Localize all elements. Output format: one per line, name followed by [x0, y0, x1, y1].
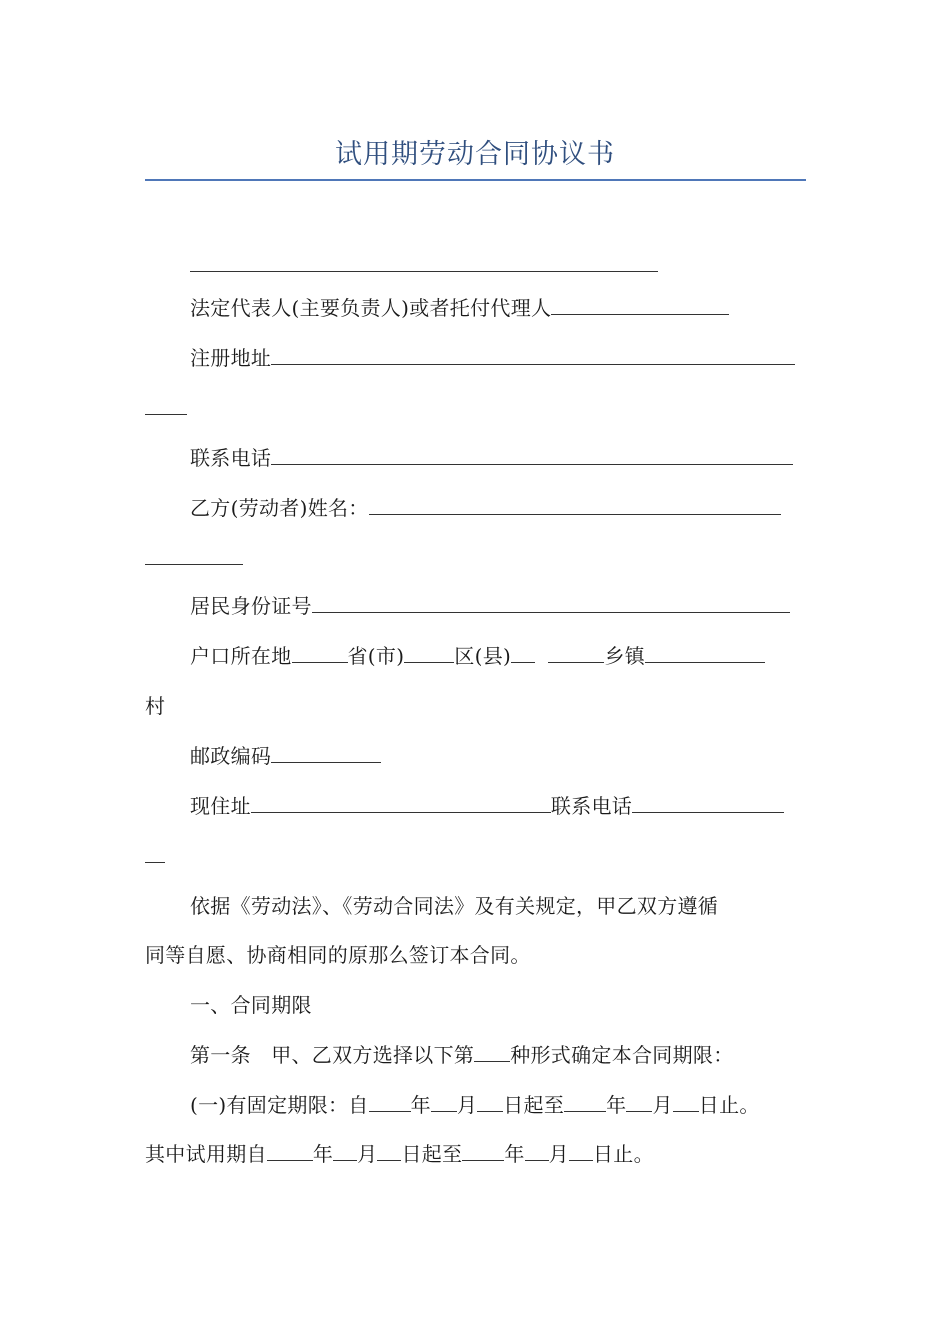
year-label: 年 [504, 1142, 525, 1166]
hukou-district-blank[interactable] [404, 644, 454, 663]
hukou-row [190, 643, 765, 669]
article-1-choice-blank[interactable] [474, 1043, 510, 1062]
hukou-village-blank[interactable] [645, 644, 765, 663]
probation-row [145, 1141, 654, 1167]
fixed-term-prefix: (一)有固定期限：自 [190, 1093, 369, 1117]
fixed-start-month-blank[interactable] [431, 1093, 457, 1112]
article-1-row [190, 1042, 734, 1068]
fixed-end-month-blank[interactable] [626, 1093, 652, 1112]
party-a-name-blank[interactable] [190, 253, 658, 272]
legal-rep-row [190, 295, 729, 321]
postcode-label: 邮政编码 [190, 744, 272, 768]
hukou-province-label: 省(市) [347, 644, 405, 668]
legal-rep-blank[interactable] [551, 296, 729, 315]
hukou-district-label: 区(县) [454, 644, 512, 668]
fixed-term-row [190, 1092, 760, 1118]
id-number-blank[interactable] [312, 594, 790, 613]
fixed-start-day-blank[interactable] [477, 1093, 503, 1112]
party-b-name-blank[interactable] [369, 496, 781, 515]
phone-label-a: 联系电话 [190, 446, 272, 470]
month-label: 月 [357, 1142, 378, 1166]
party-b-name-blank-2[interactable] [145, 546, 243, 565]
phone-blank-b[interactable] [632, 794, 784, 813]
current-address-blank[interactable] [251, 794, 551, 813]
hukou-township-blank[interactable] [548, 644, 604, 663]
registered-address-continuation [145, 395, 187, 421]
hukou-district-blank-2[interactable] [511, 644, 535, 663]
month-label: 月 [548, 1142, 569, 1166]
registered-address-label: 注册地址 [190, 346, 272, 370]
phone-label-b: 联系电话 [550, 794, 633, 818]
party-b-name-label: 乙方(劳动者)姓名： [190, 496, 369, 520]
postcode-row [190, 743, 381, 769]
probation-end-year-blank[interactable] [462, 1142, 504, 1161]
probation-end-day-blank[interactable] [569, 1142, 593, 1161]
section-heading-contract-term: 一、合同期限 [190, 993, 312, 1017]
title-underline [145, 179, 806, 181]
registered-address-blank[interactable] [271, 346, 795, 365]
day-from-label: 日起至 [401, 1142, 463, 1166]
month-label: 月 [652, 1093, 673, 1117]
hukou-village-label: 村 [145, 694, 166, 718]
legal-rep-label: 法定代表人(主要负责人)或者托付代理人 [190, 296, 552, 320]
probation-start-day-blank[interactable] [377, 1142, 401, 1161]
probation-end-month-blank[interactable] [525, 1142, 549, 1161]
current-address-label: 现住址 [190, 794, 251, 818]
day-from-label: 日起至 [503, 1093, 565, 1117]
article-1-suffix: 种形式确定本合同期限： [510, 1043, 734, 1067]
party-b-name-continuation [145, 545, 243, 571]
postcode-blank[interactable] [271, 744, 381, 763]
fixed-end-day-blank[interactable] [673, 1093, 699, 1112]
party-a-name-line [190, 252, 658, 278]
hukou-continuation [145, 693, 165, 719]
year-label: 年 [312, 1142, 334, 1166]
phone-blank-a[interactable] [271, 446, 793, 465]
day-end-label: 日止。 [592, 1142, 654, 1166]
registered-address-row [190, 345, 795, 371]
document-title: 试用期劳动合同协议书 [335, 139, 615, 170]
phone-row-a [190, 445, 793, 471]
hukou-label: 户口所在地 [190, 644, 292, 668]
hukou-township-label: 乡镇 [604, 644, 646, 668]
article-1-prefix: 第一条 甲、乙双方选择以下第 [190, 1043, 475, 1067]
day-end-label: 日止。 [698, 1093, 760, 1117]
party-b-name-row [190, 495, 781, 521]
month-label: 月 [456, 1093, 478, 1117]
basis-paragraph-line-2: 同等自愿、协商相同的原那么签订本合同。 [145, 943, 531, 967]
probation-start-month-blank[interactable] [333, 1142, 357, 1161]
hukou-province-blank[interactable] [292, 644, 348, 663]
phone-b-continuation [145, 843, 165, 869]
phone-blank-b-2[interactable] [145, 844, 165, 863]
fixed-end-year-blank[interactable] [564, 1093, 606, 1112]
year-label: 年 [606, 1093, 627, 1117]
current-address-row [190, 793, 784, 819]
fixed-start-year-blank[interactable] [369, 1093, 411, 1112]
id-number-label: 居民身份证号 [190, 594, 312, 618]
probation-prefix: 其中试用期自 [145, 1142, 267, 1166]
probation-start-year-blank[interactable] [267, 1142, 313, 1161]
registered-address-blank-2[interactable] [145, 396, 187, 415]
id-number-row [190, 593, 790, 619]
year-label: 年 [410, 1093, 431, 1117]
basis-paragraph-line-1: 依据《劳动法》、《劳动合同法》及有关规定，甲乙双方遵循 [190, 894, 719, 918]
